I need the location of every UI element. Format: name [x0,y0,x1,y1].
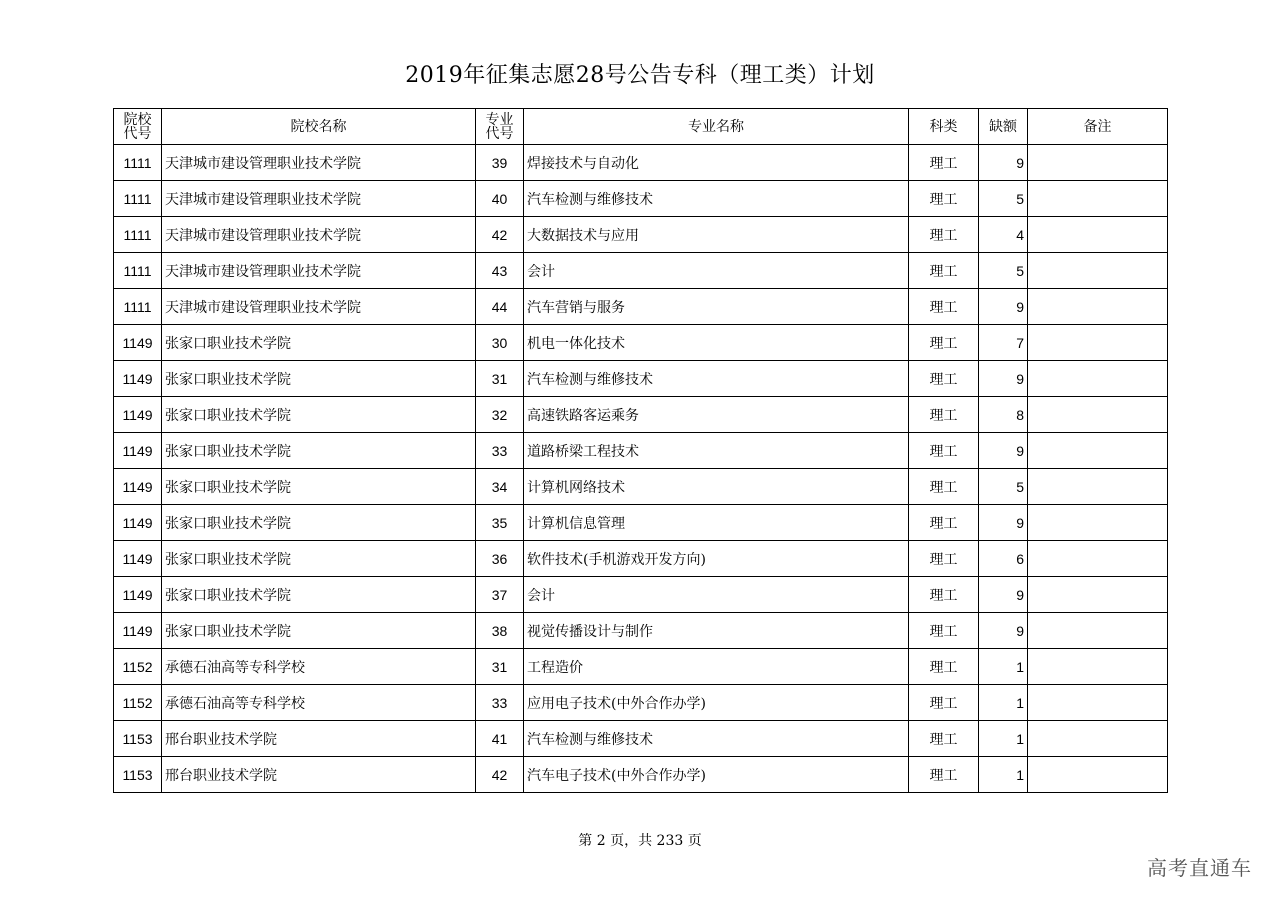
cell-major-name: 视觉传播设计与制作 [524,613,909,649]
cell-major-code: 41 [476,721,524,757]
cell-note [1028,613,1168,649]
cell-quota: 9 [979,361,1028,397]
cell-note [1028,433,1168,469]
cell-note [1028,145,1168,181]
cell-school-code: 1111 [114,253,162,289]
cell-major-name: 汽车检测与维修技术 [524,721,909,757]
cell-major-code: 31 [476,361,524,397]
cell-school-code: 1149 [114,325,162,361]
cell-category: 理工 [909,361,979,397]
cell-school-code: 1111 [114,145,162,181]
cell-quota: 8 [979,397,1028,433]
cell-quota: 1 [979,649,1028,685]
cell-school-code: 1149 [114,469,162,505]
cell-school-name: 张家口职业技术学院 [162,325,476,361]
header-major-code [476,109,524,145]
cell-major-code: 40 [476,181,524,217]
cell-quota: 5 [979,253,1028,289]
table-row [114,649,1168,685]
cell-quota: 9 [979,577,1028,613]
table-body [114,145,1168,793]
table-row [114,541,1168,577]
cell-quota: 6 [979,541,1028,577]
cell-category: 理工 [909,145,979,181]
cell-quota: 9 [979,289,1028,325]
table-row [114,145,1168,181]
cell-school-name: 邢台职业技术学院 [162,757,476,793]
cell-major-name: 汽车检测与维修技术 [524,361,909,397]
table-row [114,397,1168,433]
table-row [114,721,1168,757]
cell-major-name: 机电一体化技术 [524,325,909,361]
cell-note [1028,325,1168,361]
cell-quota: 9 [979,145,1028,181]
cell-school-code: 1153 [114,757,162,793]
cell-quota: 5 [979,181,1028,217]
cell-note [1028,253,1168,289]
cell-note [1028,217,1168,253]
cell-major-code: 43 [476,253,524,289]
cell-major-name: 汽车电子技术(中外合作办学) [524,757,909,793]
cell-school-name: 天津城市建设管理职业技术学院 [162,217,476,253]
cell-quota: 1 [979,721,1028,757]
cell-category: 理工 [909,433,979,469]
cell-school-code: 1111 [114,289,162,325]
cell-quota: 7 [979,325,1028,361]
cell-category: 理工 [909,469,979,505]
cell-note [1028,505,1168,541]
cell-quota: 9 [979,505,1028,541]
cell-school-code: 1149 [114,361,162,397]
cell-school-name: 邢台职业技术学院 [162,721,476,757]
cell-major-name: 大数据技术与应用 [524,217,909,253]
table-row [114,253,1168,289]
header-school-name: 院校名称 [162,109,476,145]
cell-school-code: 1149 [114,505,162,541]
cell-note [1028,757,1168,793]
cell-major-code: 35 [476,505,524,541]
cell-category: 理工 [909,757,979,793]
cell-major-code: 39 [476,145,524,181]
page-footer: 第 2 页，共 233 页 [578,833,702,849]
cell-note [1028,181,1168,217]
cell-school-name: 天津城市建设管理职业技术学院 [162,145,476,181]
cell-major-code: 33 [476,433,524,469]
cell-school-code: 1111 [114,181,162,217]
cell-school-name: 张家口职业技术学院 [162,613,476,649]
cell-note [1028,289,1168,325]
cell-school-name: 承德石油高等专科学校 [162,649,476,685]
table-row [114,433,1168,469]
cell-category: 理工 [909,685,979,721]
cell-school-name: 张家口职业技术学院 [162,433,476,469]
cell-category: 理工 [909,613,979,649]
header-major-name: 专业名称 [524,109,909,145]
cell-category: 理工 [909,649,979,685]
cell-major-name: 高速铁路客运乘务 [524,397,909,433]
table-row [114,577,1168,613]
cell-major-name: 会计 [524,253,909,289]
table-row [114,217,1168,253]
page-title: 2019年征集志愿28号公告专科（理工类）计划 [405,63,875,88]
table-row [114,289,1168,325]
cell-category: 理工 [909,397,979,433]
cell-category: 理工 [909,325,979,361]
cell-quota: 9 [979,433,1028,469]
header-note: 备注 [1028,109,1168,145]
cell-major-code: 36 [476,541,524,577]
cell-major-name: 汽车检测与维修技术 [524,181,909,217]
cell-note [1028,649,1168,685]
cell-major-name: 软件技术(手机游戏开发方向) [524,541,909,577]
cell-major-name: 会计 [524,577,909,613]
cell-major-name: 焊接技术与自动化 [524,145,909,181]
cell-school-name: 天津城市建设管理职业技术学院 [162,289,476,325]
cell-school-code: 1149 [114,613,162,649]
cell-major-code: 32 [476,397,524,433]
cell-major-code: 44 [476,289,524,325]
cell-category: 理工 [909,505,979,541]
cell-note [1028,361,1168,397]
cell-major-name: 汽车营销与服务 [524,289,909,325]
cell-school-code: 1149 [114,433,162,469]
cell-major-code: 34 [476,469,524,505]
cell-category: 理工 [909,289,979,325]
cell-major-name: 工程造价 [524,649,909,685]
header-quota: 缺额 [979,109,1028,145]
cell-school-code: 1149 [114,541,162,577]
cell-school-code: 1149 [114,397,162,433]
table-row [114,613,1168,649]
cell-note [1028,397,1168,433]
table-row [114,361,1168,397]
header-major-code-line1: 专业 [485,111,514,128]
cell-major-code: 38 [476,613,524,649]
table-row [114,469,1168,505]
cell-category: 理工 [909,577,979,613]
cell-category: 理工 [909,181,979,217]
cell-school-name: 天津城市建设管理职业技术学院 [162,253,476,289]
cell-major-name: 计算机信息管理 [524,505,909,541]
header-category: 科类 [909,109,979,145]
plan-table [113,108,1168,793]
table-header-row [114,109,1168,145]
cell-note [1028,469,1168,505]
cell-school-name: 张家口职业技术学院 [162,397,476,433]
cell-school-code: 1152 [114,649,162,685]
cell-school-name: 张家口职业技术学院 [162,469,476,505]
cell-major-code: 37 [476,577,524,613]
cell-major-code: 33 [476,685,524,721]
cell-school-code: 1149 [114,577,162,613]
watermark-logo: 高考直通车 [1147,856,1252,880]
cell-school-code: 1152 [114,685,162,721]
cell-quota: 5 [979,469,1028,505]
table-row [114,685,1168,721]
cell-note [1028,721,1168,757]
cell-quota: 9 [979,613,1028,649]
cell-category: 理工 [909,721,979,757]
table-row [114,505,1168,541]
cell-school-name: 张家口职业技术学院 [162,541,476,577]
cell-major-name: 计算机网络技术 [524,469,909,505]
cell-category: 理工 [909,253,979,289]
cell-quota: 1 [979,757,1028,793]
cell-quota: 4 [979,217,1028,253]
cell-note [1028,541,1168,577]
header-school-code-line1: 院校 [123,111,152,128]
cell-quota: 1 [979,685,1028,721]
header-school-code-line2: 代号 [123,125,152,142]
cell-category: 理工 [909,541,979,577]
cell-school-name: 张家口职业技术学院 [162,577,476,613]
header-school-code [114,109,162,145]
table-row [114,181,1168,217]
cell-school-code: 1153 [114,721,162,757]
cell-school-name: 张家口职业技术学院 [162,505,476,541]
table-row [114,757,1168,793]
cell-major-code: 42 [476,757,524,793]
cell-school-name: 天津城市建设管理职业技术学院 [162,181,476,217]
cell-major-code: 31 [476,649,524,685]
cell-note [1028,685,1168,721]
cell-major-name: 道路桥梁工程技术 [524,433,909,469]
cell-school-name: 张家口职业技术学院 [162,361,476,397]
cell-major-code: 42 [476,217,524,253]
cell-category: 理工 [909,217,979,253]
cell-school-name: 承德石油高等专科学校 [162,685,476,721]
cell-major-name: 应用电子技术(中外合作办学) [524,685,909,721]
header-major-code-line2: 代号 [485,125,514,142]
table-row [114,325,1168,361]
cell-note [1028,577,1168,613]
cell-school-code: 1111 [114,217,162,253]
cell-major-code: 30 [476,325,524,361]
